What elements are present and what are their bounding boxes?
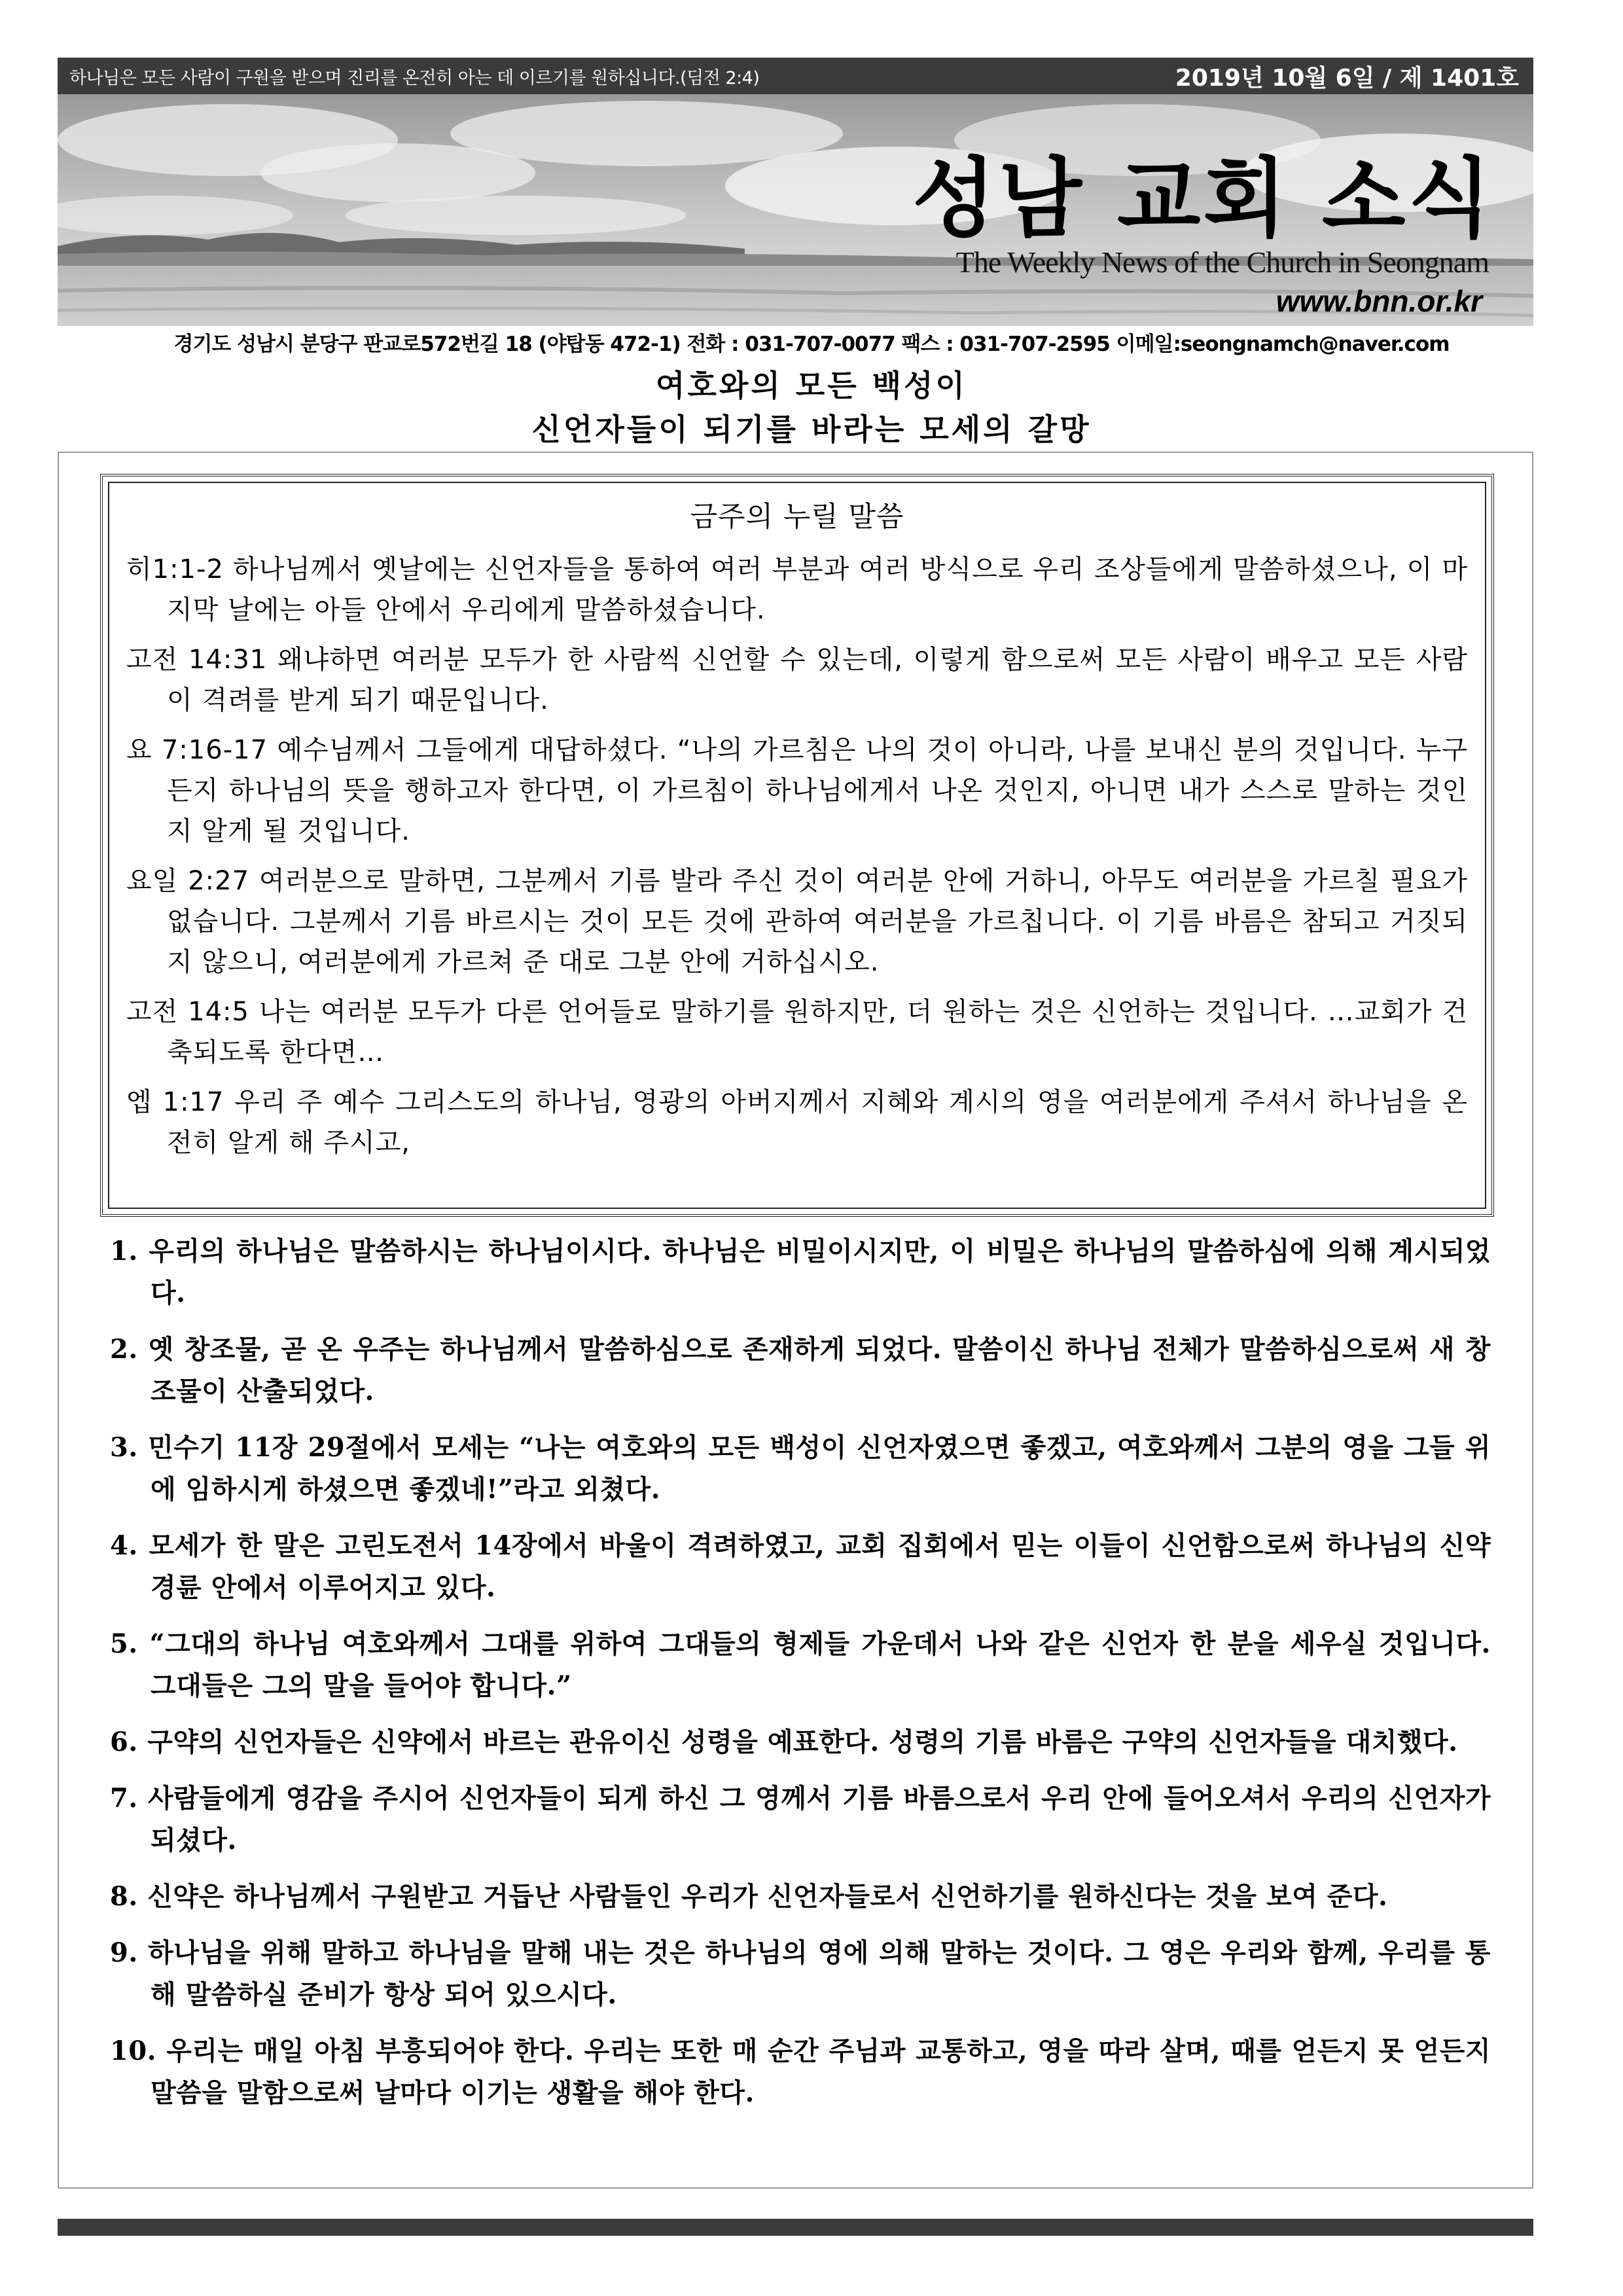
point-number: 4. [110,1530,138,1561]
outline-point [110,1721,1491,1763]
point-text: 하나님을 위해 말하고 하나님을 말해 내는 것은 하나님의 영에 의해 말하는 것이다. 그 영은 우리와 함께, 우리를 통해 말씀하실 준비가 항상 되어 있으시다. [148,1937,1491,2010]
scripture-verse: 고전 14:31 왜냐하면 여러분 모두가 한 사람씩 신언할 수 있는데, 이렇게 함으로써 모든 사람이 배우고 모든 사람이 격려를 받게 되기 때문입니다. [126,645,1468,715]
footer-bar [58,2219,1533,2236]
point-number: 10. [110,2036,157,2066]
point-text: 사람들에게 영감을 주시어 신언자들이 되게 하신 그 영께서 기름 바름으로서 우리 안에 들어오셔서 우리의 신언자가 되셨다. [147,1783,1491,1856]
point-text: 우리의 하나님은 말씀하시는 하나님이시다. 하나님은 비밀이시지만, 이 비밀은 하나님의 말씀하심에 의해 계시되었다. [149,1236,1491,1308]
newsletter-title: 성남 교회 소식 [912,149,1494,249]
point-number: 9. [110,1937,138,1968]
headline-line-2: 신언자들이 되기를 바라는 모세의 갈망 [531,412,1092,447]
point-number: 7. [110,1783,138,1814]
point-text: “그대의 하나님 여호와께서 그대를 위하여 그대들의 형제들 가운데서 나와 같은 신언자 한 분을 세우실 것입니다. 그대들은 그의 말을 들어야 합니다.” [149,1628,1491,1701]
outline-point [110,1427,1491,1511]
contact-info: 경기도 성남시 분당구 판교로572번길 18 (야탑동 472-1) 전화 : 031-707-0077 팩스 : 031-707-2595 이메일:seongnamch@naver.com [173,332,1450,356]
outline-point [110,2030,1491,2114]
point-text: 우리는 매일 아침 부흥되어야 한다. 우리는 또한 매 순간 주님과 교통하고, 영을 따라 살며, 때를 얻든지 못 얻든지 말씀을 말함으로써 날마다 이기는 생활을 해야 한다. [151,2036,1491,2108]
outline-point [110,1525,1491,1609]
point-number: 6. [110,1727,138,1757]
top-banner-bar [58,58,1533,94]
point-text: 옛 창조물, 곧 온 우주는 하나님께서 말씀하심으로 존재하게 되었다. 말씀이신 하나님 전체가 말씀하심으로써 새 창조물이 산출되었다. [148,1334,1491,1407]
title-block [912,149,1494,319]
outline-point [110,1230,1491,1314]
website-link[interactable]: www.bnn.or.kr [1275,284,1482,318]
point-text: 모세가 한 말은 고린도전서 14장에서 바울이 격려하였고, 교회 집회에서 믿는 이들이 신언함으로써 하나님의 신약 경륜 안에서 이루어지고 있다. [149,1530,1491,1603]
point-text: 민수기 11장 29절에서 모세는 “나는 여호와의 모든 백성이 신언자였으면 좋겠고, 여호와께서 그분의 영을 그들 위에 임하시게 하셨으면 좋겠네!”라고 외쳤다. [148,1432,1491,1505]
outline-points [110,1230,1491,2128]
headline-line-1: 여호와의 모든 백성이 [656,368,967,403]
scripture-verse: 요일 2:27 여러분으로 말하면, 그분께서 기름 발라 주신 것이 여러분 안에 거하니, 아무도 여러분을 가르칠 필요가 없습니다. 그분께서 기름 바르시는 것이 모든 것에 관하여 여러분을 가르칩니다. 이 기름 바름은 참되고 거짓되지 않으니, 여러분에게 가르쳐 준 대로 그분 안에 거하십시오. [126,866,1468,977]
newsletter-subtitle: The Weekly News of the Church in Seongnam [955,245,1489,279]
point-number: 5. [110,1628,138,1659]
outline-point [110,1623,1491,1707]
point-number: 8. [110,1881,138,1912]
scripture-heading: 금주의 누릴 말씀 [690,501,904,533]
headline [0,364,1623,452]
masthead [58,58,1533,326]
scripture-verse: 고전 14:5 나는 여러분 모두가 다른 언어들로 말하기를 원하지만, 더 원하는 것은 신언하는 것입니다. …교회가 건축되도록 한다면… [126,997,1468,1067]
issue-date: 2019년 10월 6일 / 제 1401호 [1175,64,1519,92]
scripture-verse: 엡 1:17 우리 주 예수 그리스도의 하나님, 영광의 아버지께서 지혜와 계시의 영을 여러분에게 주셔서 하나님을 온전히 알게 해 주시고, [126,1087,1468,1158]
header-verse: 하나님은 모든 사람이 구원을 받으며 진리를 온전히 아는 데 이르기를 원하십니다.(딤전 2:4) [69,67,760,88]
outline-point [110,1932,1491,2016]
scripture-verse: 요 7:16-17 예수님께서 그들에게 대답하셨다. “나의 가르침은 나의 것이 아니라, 나를 보내신 분의 것입니다. 누구든지 하나님의 뜻을 행하고자 한다면, 이 가르침이 하나님에게서 나온 것인지, 아니면 내가 스스로 말하는 것인지 알게 될 것입니다. [126,735,1468,846]
outline-point [110,1876,1491,1918]
point-text: 신약은 하나님께서 구원받고 거듭난 사람들인 우리가 신언자들로서 신언하기를 원하신다는 것을 보여 준다. [147,1881,1388,1912]
point-number: 2. [110,1334,138,1365]
point-number: 1. [110,1236,138,1266]
scripture-verse: 히1:1-2 하나님께서 옛날에는 신언자들을 통하여 여러 부분과 여러 방식으로 우리 조상들에게 말씀하셨으나, 이 마지막 날에는 아들 안에서 우리에게 말씀하셨습니다. [126,554,1468,625]
outline-point [110,1778,1491,1861]
point-number: 3. [110,1432,138,1463]
point-text: 구약의 신언자들은 신약에서 바르는 관유이신 성령을 예표한다. 성령의 기름 바름은 구약의 신언자들을 대치했다. [147,1727,1458,1757]
outline-point [110,1329,1491,1412]
scripture-box [100,474,1494,1217]
